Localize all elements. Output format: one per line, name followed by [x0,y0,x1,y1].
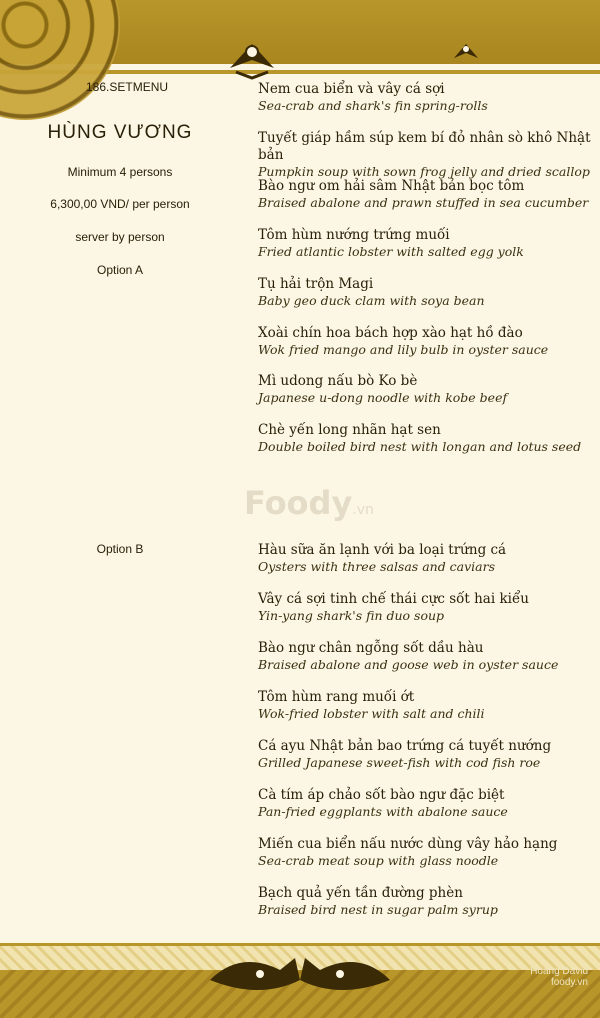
dish-name-en: Fried atlantic lobster with salted egg yolk [258,244,524,259]
dish-name-vn: Bào ngư om hải sâm Nhật bản bọc tôm [258,178,525,194]
menu-item [258,325,598,358]
dish-name-en: Double boiled bird nest with longan and lotus seed [258,439,582,454]
dish-name-vn: Nem cua biển và vây cá sợi [258,81,445,97]
menu-item [258,640,598,673]
option-a-label: Option A [96,263,144,277]
photo-credit [530,966,588,988]
dish-name-en: Braised abalone and prawn stuffed in sea cucumber [258,195,589,210]
set-code: 186.SETMENU [86,80,169,94]
dish-name-vn: Miến cua biển nấu nước dùng vây hảo hạng [258,836,558,852]
minimum-persons: Minimum 4 persons [67,165,173,179]
dish-name-vn: Tôm hùm nướng trứng muối [258,227,450,243]
menu-item [258,689,598,722]
credit-brand: foody.vn [550,977,588,988]
bronze-drum-ornament [0,0,120,120]
dish-name-en: Japanese u-dong noodle with kobe beef [258,390,508,405]
menu-item [258,227,598,260]
dish-name-vn: Vây cá sợi tinh chế thái cực sốt hai kiểu [258,591,529,607]
dish-name-en: Oysters with three salsas and caviars [258,559,496,574]
dish-name-en: Wok-fried lobster with salt and chili [258,706,485,721]
dish-name-vn: Hàu sữa ăn lạnh với ba loại trứng cá [258,542,507,558]
dish-name-vn: Chè yến long nhãn hạt sen [258,422,441,438]
dish-name-vn: Xoài chín hoa bách hợp xào hạt hồ đào [258,325,523,341]
dish-name-en: Sea-crab and shark's fin spring-rolls [258,98,488,113]
dish-name-vn: Cá ayu Nhật bản bao trứng cá tuyết nướng [258,738,552,754]
menu-item [258,787,598,820]
credit-author: Hoang David [530,966,588,977]
dish-name-en: Grilled Japanese sweet-fish with cod fish roe [258,755,541,770]
menu-item [258,422,598,455]
dish-name-vn: Tuyết giáp hầm súp kem bí đỏ nhân sò khô Nhật bản [258,130,591,163]
dish-name-en: Yin-yang shark's fin duo soup [258,608,445,623]
menu-item [258,276,598,309]
watermark-suffix: .vn [352,502,374,518]
bird-pair-ornament-icon [200,940,400,1010]
small-bird-ornament-icon [452,40,480,64]
menu-item [258,836,598,869]
bird-ornament-icon [226,38,278,82]
dish-name-vn: Tôm hùm rang muối ớt [258,689,415,705]
dish-name-vn: Tụ hải trộn Magi [258,276,374,292]
dish-name-en: Braised abalone and goose web in oyster sauce [258,657,559,672]
dish-name-vn: Bào ngư chân ngỗng sốt dầu hàu [258,640,484,656]
dish-name-vn: Bạch quả yến tần đường phèn [258,885,463,901]
menu-item [258,885,598,918]
dish-name-en: Pan-fried eggplants with abalone sauce [258,804,508,819]
dish-name-en: Wok fried mango and lily bulb in oyster sauce [258,342,549,357]
dish-name-en: Pumpkin soup with sown frog jelly and dried scallop [258,164,590,179]
watermark-brand: Foody [244,484,353,522]
menu-item [258,738,598,771]
menu-item [258,178,598,211]
menu-title: HÙNG VƯƠNG [47,122,193,143]
price: 6,300,00 VND/ per person [50,197,190,211]
dish-name-en: Baby geo duck clam with soya bean [258,293,485,308]
menu-item [258,81,598,114]
menu-item [258,591,598,624]
option-b-label: Option B [96,542,144,556]
menu-item [258,130,598,180]
dish-name-vn: Cà tím áp chảo sốt bào ngư đặc biệt [258,787,505,803]
dish-name-en: Sea-crab meat soup with glass noodle [258,853,499,868]
menu-item [258,542,598,575]
dish-name-vn: Mì udong nấu bò Ko bè [258,373,418,389]
foody-watermark [244,484,374,522]
menu-item [258,373,598,406]
dish-name-en: Braised bird nest in sugar palm syrup [258,902,498,917]
serving-note: server by person [75,230,165,244]
